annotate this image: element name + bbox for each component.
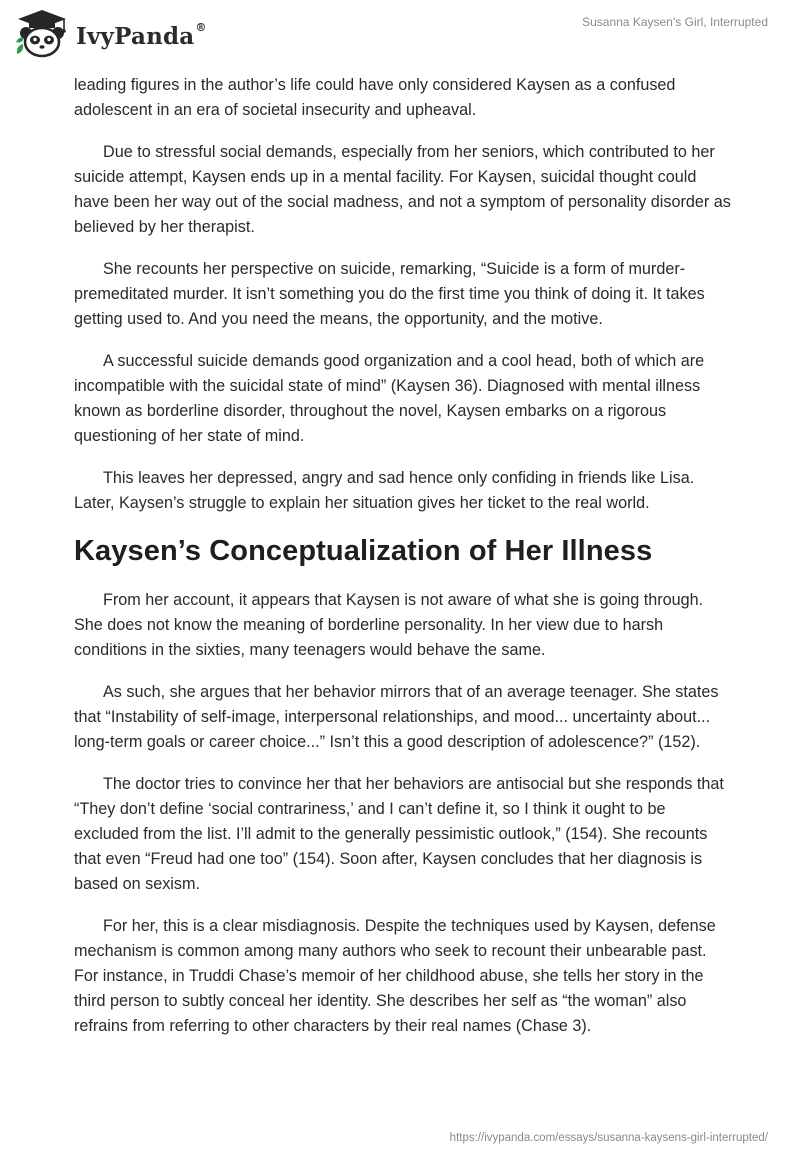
page-header [0,0,800,66]
ivypanda-logo[interactable] [14,8,207,58]
paragraph: For her, this is a clear misdiagnosis. Despite the techniques used by Kaysen, defense mechanism is common among many authors who seek to recount their unbearable past. For instance, in Truddi Chase’s memoir of her childhood abuse, she tells her story in the third person to subtly conceal her identity. She describes her self as “the woman” also refrains from referring to other characters by their real names (Chase 3). [74,917,716,1035]
source-url[interactable]: https://ivypanda.com/essays/susanna-kaysens-girl-interrupted/ [449,1132,768,1144]
section-heading: Kaysen’s Conceptualization of Her Illness [74,535,653,567]
paragraph: As such, she argues that her behavior mirrors that of an average teenager. She states that “Instability of self-image, interpersonal relationships, and mood... uncertainty about... long-term goals or career choice...” Isn’t this a good description of adolescence?” (152). [74,683,719,751]
paragraph: The doctor tries to convince her that her behaviors are antisocial but she responds that “They don’t define ‘social contrariness,’ and I can’t define it, so I think it ought to be excluded from the list. I’ll admit to the generally pessimistic outlook,” (154). She recounts that even “Freud had one too” (154). Soon after, Kaysen concludes that her diagnosis is based on sexism. [74,775,724,893]
paragraph: leading figures in the author’s life could have only considered Kaysen as a confused adolescent in an era of societal insecurity and upheaval. [74,76,676,119]
logo-wordmark: IvyPanda® [76,20,207,50]
paragraph: Due to stressful social demands, especially from her seniors, which contributed to her suicide attempt, Kaysen ends up in a mental facility. For Kaysen, suicidal thought could have been her way out of the social madness, and not a symptom of personality disorder as believed by her therapist. [74,143,731,236]
paragraph: This leaves her depressed, angry and sad hence only confiding in friends like Lisa. Later, Kaysen’s struggle to explain her situation gives her ticket to the real world. [74,469,695,512]
paragraph: From her account, it appears that Kaysen is not aware of what she is going through. She does not know the meaning of borderline personality. In her view due to harsh conditions in the sixties, many teenagers would behave the same. [74,591,704,659]
paragraph: A successful suicide demands good organization and a cool head, both of which are incompatible with the suicidal state of mind” (Kaysen 36). Diagnosed with mental illness known as borderline disorder, throughout the novel, Kaysen embarks on a rigorous questioning of her state of mind. [74,352,705,445]
running-title: Susanna Kaysen’s Girl, Interrupted [582,15,768,29]
essay-body [74,73,734,1056]
paragraph: She recounts her perspective on suicide, remarking, “Suicide is a form of murder- premeditated murder. It isn’t something you do the first time you think of doing it. It takes getting used to. And you need the means, the opportunity, and the motive. [74,260,705,328]
panda-logo-icon [14,8,70,58]
